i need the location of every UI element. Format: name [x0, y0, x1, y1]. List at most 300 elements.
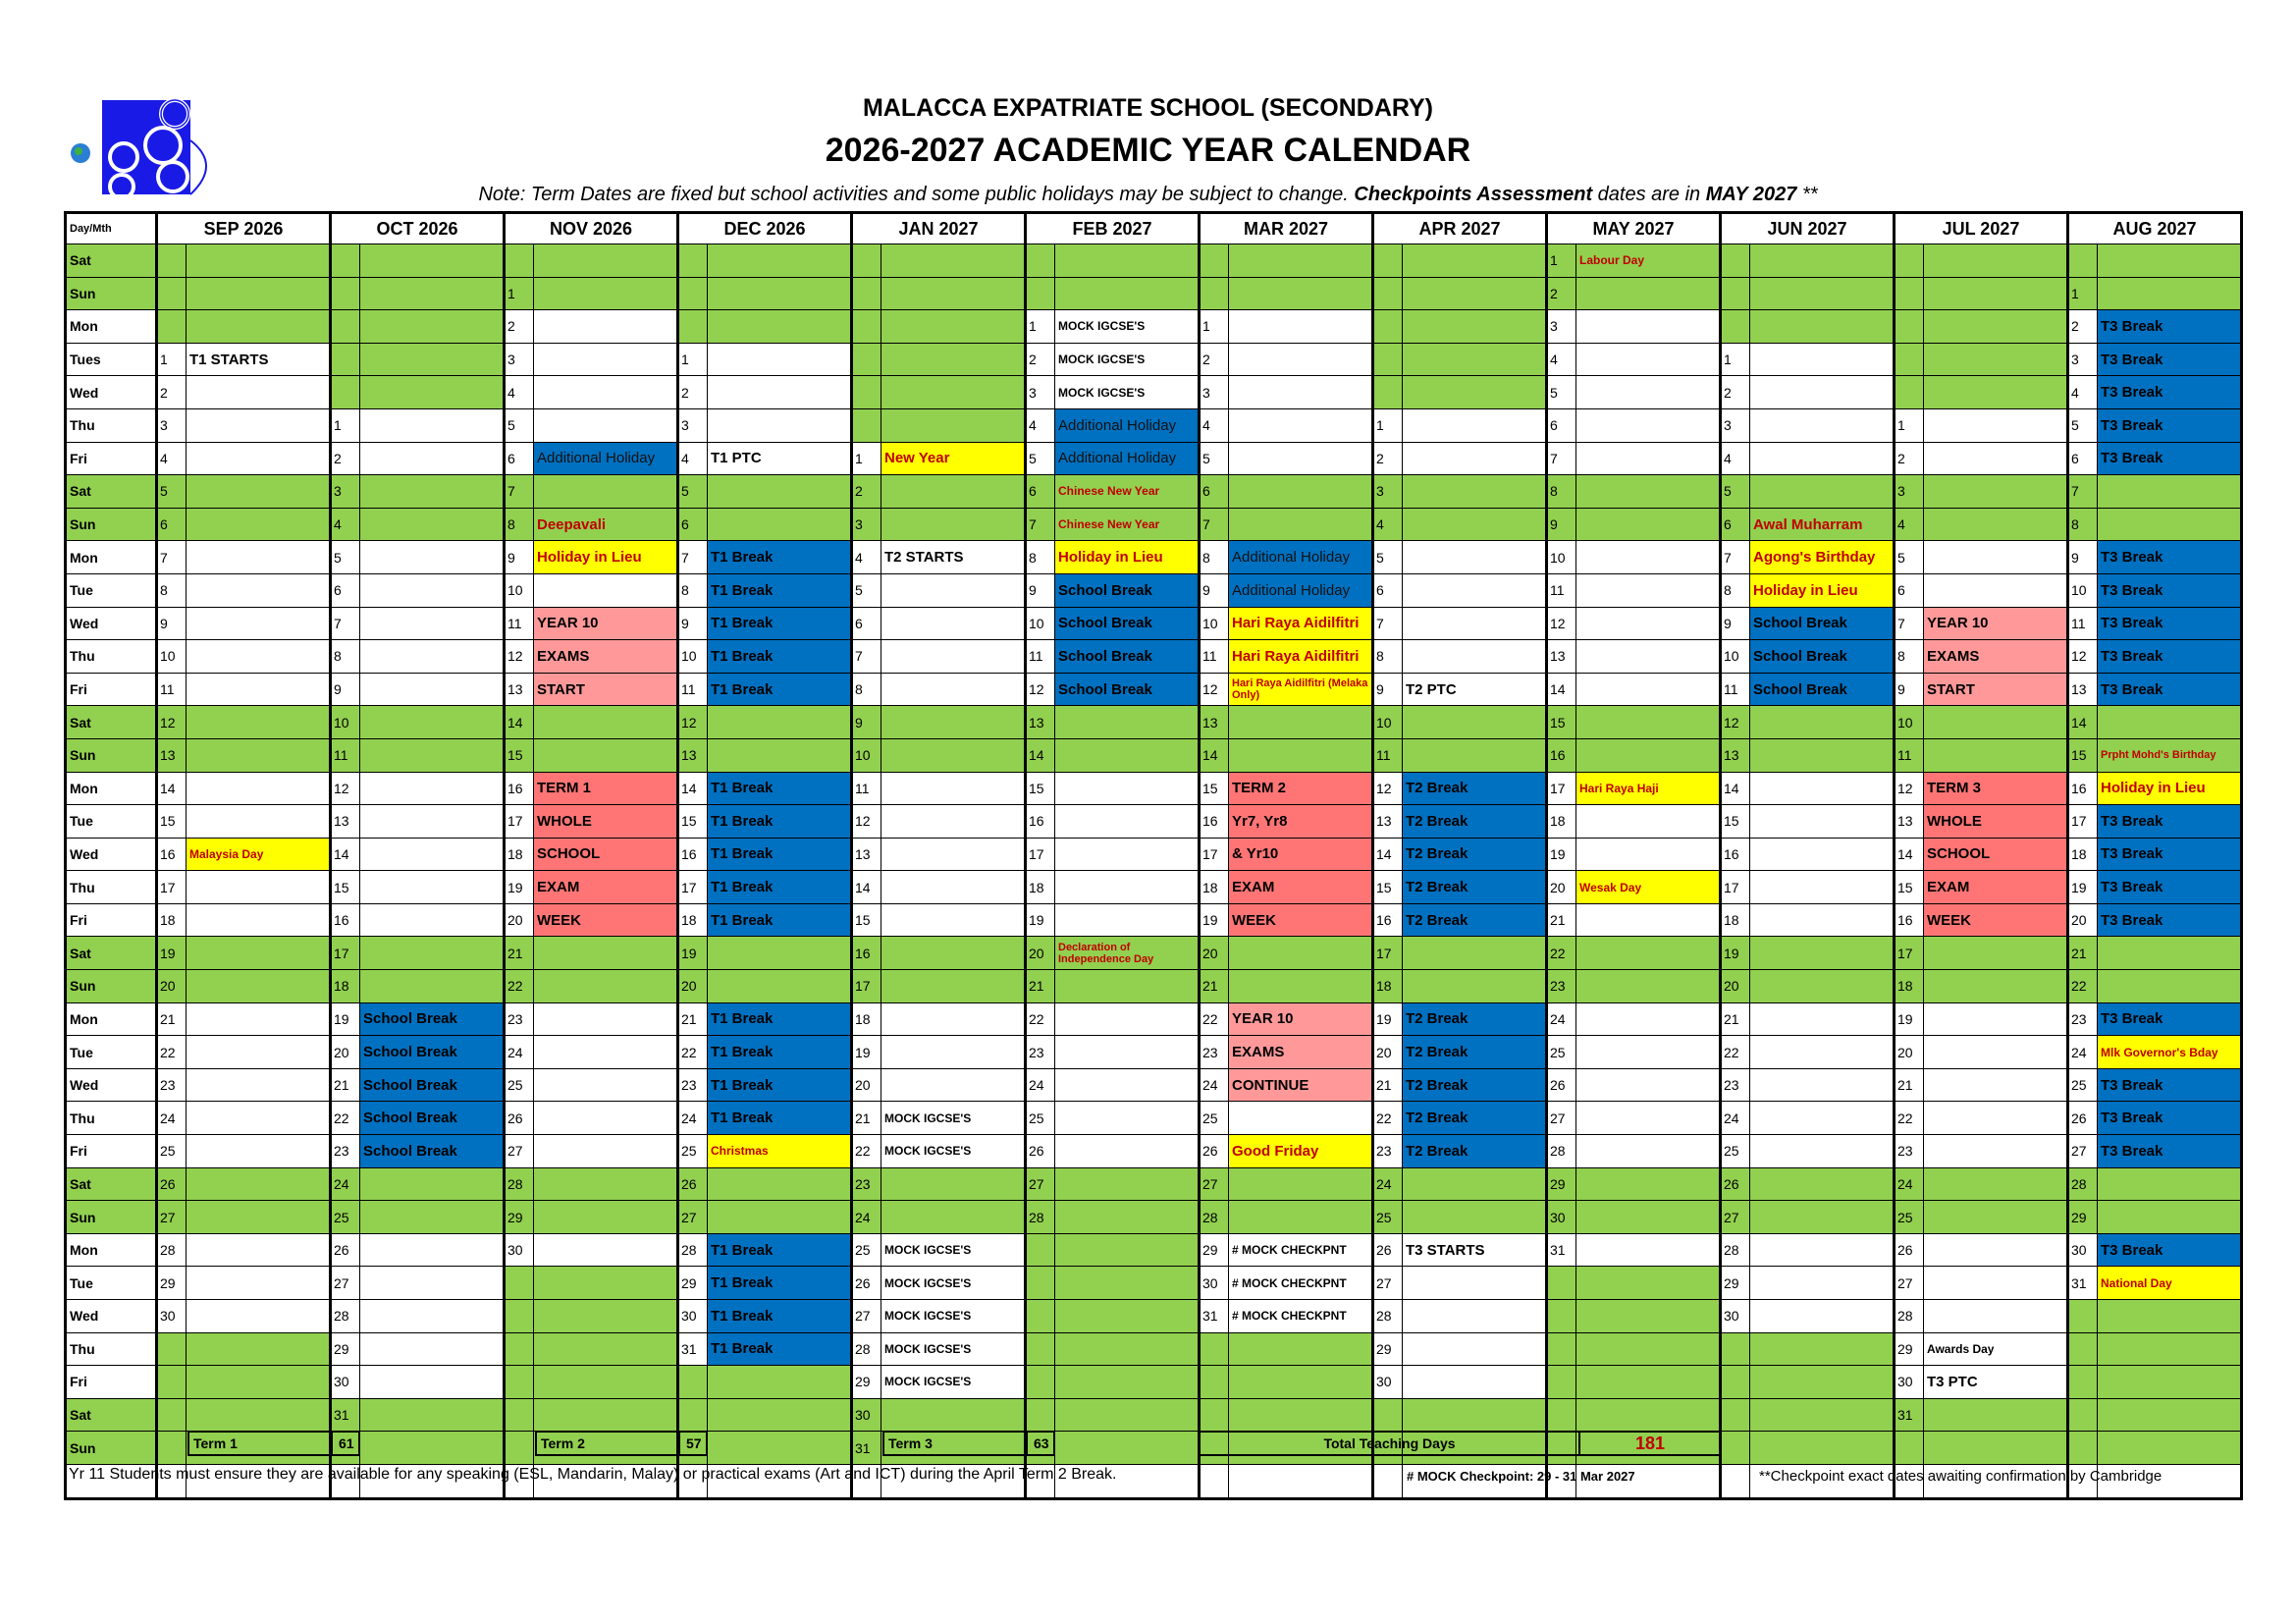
date-number: 23	[1721, 1068, 1750, 1102]
date-number: 15	[678, 805, 708, 839]
date-number: 23	[1895, 1135, 1924, 1168]
date-number: 4	[157, 442, 187, 475]
date-number: 8	[331, 640, 360, 674]
date-number	[1721, 1432, 1750, 1465]
date-number: 15	[1895, 871, 1924, 904]
date-number	[1026, 244, 1055, 278]
date-number: 6	[1547, 408, 1576, 442]
date-event	[1055, 1300, 1200, 1333]
date-event: Deepavali	[534, 508, 678, 541]
date-event	[1403, 1300, 1547, 1333]
date-number: 18	[331, 970, 360, 1003]
date-number	[678, 1366, 708, 1399]
date-event: T3 Break	[2098, 673, 2242, 706]
date-number: 7	[852, 640, 881, 674]
date-event: School Break	[1750, 607, 1895, 640]
date-event	[360, 706, 505, 739]
date-number: 3	[2068, 343, 2098, 376]
date-event	[881, 640, 1026, 674]
date-event: Holiday in Lieu	[1750, 573, 1895, 607]
date-number: 13	[331, 805, 360, 839]
date-number: 18	[2068, 838, 2098, 871]
date-event	[1576, 937, 1721, 970]
date-number: 28	[1547, 1135, 1576, 1168]
date-event	[187, 244, 331, 278]
term1-value: 61	[339, 1435, 354, 1451]
day-label: Mon	[66, 1002, 157, 1036]
date-number: 9	[1721, 607, 1750, 640]
date-event: MOCK IGCSE'S	[1055, 343, 1200, 376]
date-number	[331, 310, 360, 344]
date-number: 11	[1026, 640, 1055, 674]
date-event: School Break	[1750, 673, 1895, 706]
date-event	[187, 772, 331, 805]
date-number: 12	[2068, 640, 2098, 674]
date-event	[1750, 1267, 1895, 1300]
date-number: 6	[157, 508, 187, 541]
date-event: TERM 1	[534, 772, 678, 805]
date-number	[678, 310, 708, 344]
date-event: EXAM	[534, 871, 678, 904]
date-number: 17	[2068, 805, 2098, 839]
date-event	[1750, 376, 1895, 409]
date-number: 29	[678, 1267, 708, 1300]
date-number: 13	[1895, 805, 1924, 839]
date-event	[881, 508, 1026, 541]
date-number: 28	[1721, 1233, 1750, 1267]
date-event	[1924, 442, 2068, 475]
date-number: 12	[157, 706, 187, 739]
date-event: Hari Raya Aidilfitri	[1229, 640, 1373, 674]
date-number: 24	[1026, 1068, 1055, 1102]
calendar-note: Note: Term Dates are fixed but school activities and some public holidays may be subject to change. Checkpoints Assessment dates are in MAY 2027 **	[478, 184, 1818, 205]
date-number: 30	[505, 1233, 534, 1267]
date-event	[2098, 706, 2242, 739]
date-event	[708, 508, 852, 541]
date-number: 6	[1200, 475, 1229, 509]
date-event	[1576, 1135, 1721, 1168]
date-number: 17	[1895, 937, 1924, 970]
date-number: 4	[331, 508, 360, 541]
date-number: 30	[1373, 1366, 1403, 1399]
date-event	[1576, 1201, 1721, 1234]
date-event	[1576, 903, 1721, 937]
date-event: # MOCK CHECKPNT	[1229, 1267, 1373, 1300]
date-event: T2 Break	[1403, 838, 1547, 871]
date-event	[1403, 1201, 1547, 1234]
date-number: 13	[2068, 673, 2098, 706]
date-event: YEAR 10	[1924, 607, 2068, 640]
date-number	[157, 310, 187, 344]
date-number: 20	[1895, 1036, 1924, 1069]
date-event	[1750, 706, 1895, 739]
date-number: 21	[678, 1002, 708, 1036]
date-event: School Break	[1055, 573, 1200, 607]
date-event	[1576, 1233, 1721, 1267]
date-event: School Break	[360, 1068, 505, 1102]
date-event: T3 PTC	[1924, 1366, 2068, 1399]
date-number: 14	[1547, 673, 1576, 706]
calendar-row	[66, 343, 2242, 376]
date-event	[1750, 871, 1895, 904]
date-number: 19	[678, 937, 708, 970]
date-event	[1229, 442, 1373, 475]
date-number: 27	[1721, 1201, 1750, 1234]
date-event: Holiday in Lieu	[2098, 772, 2242, 805]
date-number: 11	[1547, 573, 1576, 607]
date-number	[2068, 1300, 2098, 1333]
date-event	[187, 1366, 331, 1399]
date-number: 11	[157, 673, 187, 706]
date-event	[1924, 475, 2068, 509]
date-number: 2	[678, 376, 708, 409]
date-event	[1924, 1068, 2068, 1102]
date-event: MOCK IGCSE'S	[881, 1102, 1026, 1135]
date-event	[187, 1002, 331, 1036]
date-number	[505, 1432, 534, 1465]
date-number: 1	[1200, 310, 1229, 344]
date-event	[360, 1332, 505, 1366]
date-event: T3 Break	[2098, 903, 2242, 937]
date-number: 29	[1895, 1332, 1924, 1366]
date-event	[1229, 937, 1373, 970]
date-number: 8	[1373, 640, 1403, 674]
date-event: T3 Break	[2098, 573, 2242, 607]
date-number: 25	[2068, 1068, 2098, 1102]
calendar-row	[66, 1233, 2242, 1267]
date-event	[2098, 475, 2242, 509]
date-number: 22	[505, 970, 534, 1003]
date-number	[1373, 376, 1403, 409]
date-event: TERM 3	[1924, 772, 2068, 805]
date-event: Additional Holiday	[1055, 442, 1200, 475]
date-event: T1 Break	[708, 838, 852, 871]
calendar-row	[66, 1135, 2242, 1168]
date-number: 11	[1200, 640, 1229, 674]
date-event	[708, 408, 852, 442]
month-header: FEB 2027	[1026, 213, 1200, 244]
date-number: 20	[1026, 937, 1055, 970]
day-label: Wed	[66, 376, 157, 409]
date-number: 7	[505, 475, 534, 509]
date-number	[157, 1366, 187, 1399]
date-event	[1576, 343, 1721, 376]
date-event	[187, 508, 331, 541]
date-event: T3 Break	[2098, 1233, 2242, 1267]
date-number: 7	[2068, 475, 2098, 509]
date-number: 1	[1895, 408, 1924, 442]
date-event: T3 Break	[2098, 805, 2242, 839]
date-number: 16	[1200, 805, 1229, 839]
date-event	[1924, 937, 2068, 970]
date-number: 14	[1895, 838, 1924, 871]
date-number: 13	[1373, 805, 1403, 839]
footer-note-yr11: Yr 11 Students must ensure they are available for any speaking (ESL, Mandarin, Malay) or practical exams (Art and ICT) during the April Term 2 Break.	[69, 1466, 1117, 1483]
date-number: 21	[1200, 970, 1229, 1003]
date-event	[187, 871, 331, 904]
date-number: 3	[1026, 376, 1055, 409]
date-number: 3	[852, 508, 881, 541]
calendar-row	[66, 508, 2242, 541]
date-event: CONTINUE	[1229, 1068, 1373, 1102]
date-event: T3 STARTS	[1403, 1233, 1547, 1267]
date-event: Hari Raya Aidilfitri	[1229, 607, 1373, 640]
date-event	[708, 937, 852, 970]
date-event	[2098, 970, 2242, 1003]
date-event: EXAM	[1924, 871, 2068, 904]
date-event: T3 Break	[2098, 1068, 2242, 1102]
date-event	[2098, 1167, 2242, 1201]
date-number: 25	[157, 1135, 187, 1168]
date-number: 19	[2068, 871, 2098, 904]
date-number: 24	[1895, 1167, 1924, 1201]
date-event	[1403, 706, 1547, 739]
date-number: 23	[852, 1167, 881, 1201]
date-number: 27	[157, 1201, 187, 1234]
date-number: 23	[1547, 970, 1576, 1003]
date-event: Holiday in Lieu	[1055, 541, 1200, 574]
date-number: 5	[678, 475, 708, 509]
date-event	[534, 343, 678, 376]
date-event	[187, 541, 331, 574]
date-event: T1 Break	[708, 1332, 852, 1366]
month-header: JUN 2027	[1721, 213, 1895, 244]
date-number: 7	[1547, 442, 1576, 475]
day-label: Sun	[66, 970, 157, 1003]
date-number: 5	[1200, 442, 1229, 475]
date-number	[505, 1267, 534, 1300]
date-number: 6	[505, 442, 534, 475]
date-event	[360, 408, 505, 442]
date-number: 21	[2068, 937, 2098, 970]
date-event: MOCK IGCSE'S	[881, 1300, 1026, 1333]
date-number: 14	[678, 772, 708, 805]
date-number: 28	[2068, 1167, 2098, 1201]
date-event: EXAM	[1229, 871, 1373, 904]
date-event	[360, 805, 505, 839]
day-label: Thu	[66, 408, 157, 442]
date-number: 29	[1547, 1167, 1576, 1201]
date-number	[1026, 277, 1055, 310]
date-number: 24	[505, 1036, 534, 1069]
date-number: 14	[852, 871, 881, 904]
date-event	[881, 673, 1026, 706]
date-event: Holiday in Lieu	[534, 541, 678, 574]
date-event	[881, 573, 1026, 607]
date-number: 20	[678, 970, 708, 1003]
date-event	[1750, 244, 1895, 278]
date-number: 14	[505, 706, 534, 739]
calendar-row	[66, 903, 2242, 937]
date-number: 6	[1895, 573, 1924, 607]
date-number: 16	[852, 937, 881, 970]
day-label: Tue	[66, 805, 157, 839]
date-event	[187, 1167, 331, 1201]
date-event	[1750, 442, 1895, 475]
date-number: 10	[157, 640, 187, 674]
date-number: 3	[678, 408, 708, 442]
term3-value: 63	[1034, 1435, 1049, 1451]
date-number: 25	[1026, 1102, 1055, 1135]
date-event: T3 Break	[2098, 408, 2242, 442]
date-event	[1403, 607, 1547, 640]
date-event: Wesak Day	[1576, 871, 1721, 904]
date-number: 21	[852, 1102, 881, 1135]
day-label: Fri	[66, 1366, 157, 1399]
date-event: T1 Break	[708, 1002, 852, 1036]
date-event: MOCK IGCSE'S	[881, 1135, 1026, 1168]
date-event	[2098, 1366, 2242, 1399]
date-event	[1576, 1398, 1721, 1432]
calendar-row	[66, 1398, 2242, 1432]
date-event	[187, 1135, 331, 1168]
date-number: 20	[1200, 937, 1229, 970]
date-event	[1055, 970, 1200, 1003]
date-number: 1	[331, 408, 360, 442]
date-number	[505, 1300, 534, 1333]
date-event	[534, 1068, 678, 1102]
date-number	[505, 1332, 534, 1366]
date-number: 26	[505, 1102, 534, 1135]
day-label: Sun	[66, 1432, 157, 1465]
date-event	[1055, 1167, 1200, 1201]
date-number: 21	[1026, 970, 1055, 1003]
date-number: 7	[1895, 607, 1924, 640]
date-event: WHOLE	[534, 805, 678, 839]
month-header: JAN 2027	[852, 213, 1026, 244]
date-number	[1895, 277, 1924, 310]
date-number: 22	[157, 1036, 187, 1069]
date-event	[1576, 838, 1721, 871]
date-number: 30	[2068, 1233, 2098, 1267]
date-number: 19	[1026, 903, 1055, 937]
date-event	[187, 738, 331, 772]
date-event	[1924, 343, 2068, 376]
date-number: 16	[678, 838, 708, 871]
date-number: 26	[1895, 1233, 1924, 1267]
date-event	[187, 673, 331, 706]
calendar-row	[66, 673, 2242, 706]
date-number: 5	[2068, 408, 2098, 442]
date-number: 12	[1721, 706, 1750, 739]
date-event	[881, 772, 1026, 805]
date-event: T3 Break	[2098, 1135, 2242, 1168]
date-number: 23	[1373, 1135, 1403, 1168]
date-event	[187, 442, 331, 475]
day-month-header: Day/Mth	[66, 213, 157, 244]
date-event	[1750, 1068, 1895, 1102]
date-event	[1403, 508, 1547, 541]
date-event	[187, 970, 331, 1003]
date-number	[1547, 1332, 1576, 1366]
date-event	[2098, 937, 2242, 970]
academic-calendar-table	[64, 211, 2243, 1500]
date-event: T2 Break	[1403, 805, 1547, 839]
day-label: Tue	[66, 1267, 157, 1300]
date-number	[1895, 376, 1924, 409]
date-number: 4	[505, 376, 534, 409]
date-event	[1576, 1300, 1721, 1333]
date-number: 18	[852, 1002, 881, 1036]
date-event: T2 Break	[1403, 871, 1547, 904]
date-event	[881, 343, 1026, 376]
date-event	[708, 706, 852, 739]
date-number	[852, 408, 881, 442]
date-event	[881, 738, 1026, 772]
month-header: MAR 2027	[1200, 213, 1373, 244]
date-event: Additional Holiday	[534, 442, 678, 475]
date-number	[1895, 343, 1924, 376]
date-event	[1924, 1135, 2068, 1168]
date-event: Chinese New Year	[1055, 508, 1200, 541]
date-number: 18	[1547, 805, 1576, 839]
date-number: 16	[1547, 738, 1576, 772]
date-number: 29	[157, 1267, 187, 1300]
date-event: T1 Break	[708, 1233, 852, 1267]
calendar-row	[66, 310, 2242, 344]
date-event	[360, 1201, 505, 1234]
day-label: Mon	[66, 541, 157, 574]
date-number	[852, 244, 881, 278]
date-event: EXAMS	[534, 640, 678, 674]
date-number	[1026, 1332, 1055, 1366]
date-event	[534, 1398, 678, 1432]
date-number: 11	[678, 673, 708, 706]
date-number: 10	[2068, 573, 2098, 607]
date-number: 3	[1721, 408, 1750, 442]
date-event	[1403, 1398, 1547, 1432]
date-number: 2	[1547, 277, 1576, 310]
date-number: 23	[1200, 1036, 1229, 1069]
date-event	[187, 475, 331, 509]
date-event	[534, 937, 678, 970]
date-event	[1403, 970, 1547, 1003]
date-event	[1403, 541, 1547, 574]
date-event	[708, 343, 852, 376]
date-number: 31	[1895, 1398, 1924, 1432]
date-number: 8	[505, 508, 534, 541]
date-number: 5	[1547, 376, 1576, 409]
date-event: T2 PTC	[1403, 673, 1547, 706]
date-number: 3	[1547, 310, 1576, 344]
calendar-row	[66, 1267, 2242, 1300]
date-number: 8	[852, 673, 881, 706]
date-event: MOCK IGCSE'S	[881, 1267, 1026, 1300]
calendar-row	[66, 573, 2242, 607]
date-number	[2068, 244, 2098, 278]
date-event	[1403, 1167, 1547, 1201]
date-event: T2 Break	[1403, 1135, 1547, 1168]
date-event	[1750, 1300, 1895, 1333]
date-number: 20	[505, 903, 534, 937]
date-number: 12	[331, 772, 360, 805]
date-event: T1 Break	[708, 573, 852, 607]
date-number: 27	[678, 1201, 708, 1234]
date-event	[708, 475, 852, 509]
date-event	[1750, 1135, 1895, 1168]
date-event: T3 Break	[2098, 607, 2242, 640]
date-event	[534, 970, 678, 1003]
date-event: T1 Break	[708, 871, 852, 904]
date-event: & Yr10	[1229, 838, 1373, 871]
date-event: START	[534, 673, 678, 706]
date-event: WHOLE	[1924, 805, 2068, 839]
day-label: Tues	[66, 343, 157, 376]
date-event: Prpht Mohd's Birthday	[2098, 738, 2242, 772]
term2-total	[535, 1431, 708, 1456]
date-number: 6	[331, 573, 360, 607]
date-number: 18	[1026, 871, 1055, 904]
